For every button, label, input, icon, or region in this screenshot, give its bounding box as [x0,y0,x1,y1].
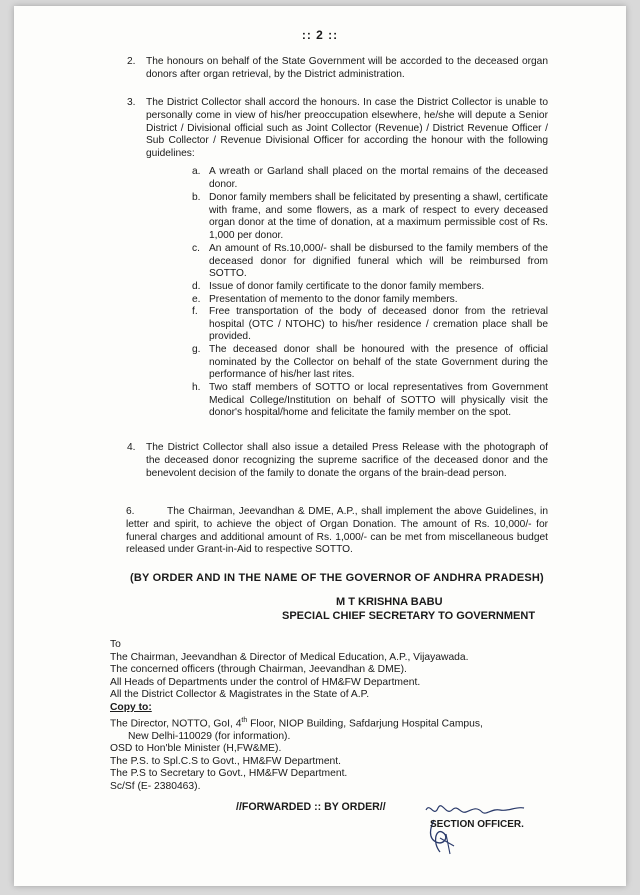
guideline-item [192,281,548,294]
guideline-text: The deceased donor shall be honoured with the presence of official nominated by the Collector on behalf of the state Government during the performance of his/her last rites. [209,344,548,381]
guideline-item [192,192,548,242]
paragraph-2 [127,56,548,82]
guideline-text: Two staff members of SOTTO or local representatives from Government Medical College/Institution on behalf of SOTTO will physically visit the donor's hospital/home and felicitate the family member on the spot. [209,382,548,419]
guideline-text: Issue of donor family certificate to the donor family members. [209,281,485,292]
guideline-text: Donor family members shall be felicitated by presenting a shawl, certificate with frame, and some flowers, as a mark of respect to every deceased organ donor at the time of donation, at a maximum permissible cost of Rs. 1,000 per donor. [209,192,548,241]
paragraph-4 [127,442,548,480]
document-page [14,6,626,886]
copy-line: New Delhi-110029 (for information). [128,730,291,742]
guideline-letter: g. [192,344,201,355]
guideline-text: A wreath or Garland shall placed on the mortal remains of the deceased donor. [209,166,548,190]
guideline-letter: f. [192,306,198,317]
paragraph-6 [126,506,548,557]
guideline-letter: d. [192,281,201,292]
guideline-item [192,306,548,344]
guideline-text: Presentation of memento to the donor family members. [209,294,458,305]
guideline-letter: h. [192,382,201,393]
paragraph-text: The honours on behalf of the State Government will be accorded to the deceased organ donors after organ retrieval, by the District administration. [146,56,548,80]
forwarded-line: //FORWARDED :: BY ORDER// [236,801,386,813]
to-line: The concerned officers (through Chairman, Jeevandhan & DME). [110,664,407,676]
distribution-copy-to [110,702,483,794]
paragraph-number: 3. [127,97,136,108]
guideline-letter: a. [192,166,201,177]
guideline-text: Free transportation of the body of deceased donor from the retrieval hospital (OTC / NTOHC) to his/her residence / cremation place shall be provided. [209,306,548,343]
to-line: All Heads of Departments under the control of HM&FW Department. [110,676,421,688]
paragraph-text: The District Collector shall accord the honours. In case the District Collector is unable to personally come in view of his/her preoccupation elsewhere, he/she will depute a Senior District / Divisional official such as Joint Collector (Revenue) / District Revenue Officer / Sub Collector / Revenue Divisional Officer for according the honour with the following guidelines: [146,97,548,160]
to-heading: To [110,639,121,650]
paragraph-text: The Chairman, Jeevandhan & DME, A.P., shall implement the above Guidelines, in letter and spirit, to achieve the object of Organ Donation. The amount of Rs. 10,000/- for funeral charges and additional amount of Rs. 1,000/- can be met from miscellaneous budget released under Grant-in-Aid to respective SOTTO. [126,506,548,556]
guideline-letter: c. [192,243,200,254]
superscript: th [241,716,248,724]
paragraph-number: 2. [127,56,136,67]
paragraph-text: The District Collector shall also issue a detailed Press Release with the photograph of the deceased donor recognizing the supreme sacrifice of the deceased donor and the benevolent decision of the family to donate the organs of the brain-dead person. [146,442,548,479]
guideline-item [192,166,548,191]
copy-line: The P.S. to Spl.C.S to Govt., HM&FW Department. [110,755,341,767]
guideline-item [192,382,548,420]
guideline-letter: e. [192,294,201,305]
paragraph-3 [127,97,548,161]
guideline-item [192,344,548,382]
copy-to-heading: Copy to: [110,702,152,713]
copy-line: Sc/Sf (E- 2380463). [110,780,201,792]
copy-line-text: Floor, NIOP Building, Safdarjung Hospital Campus, [247,718,483,730]
order-line: (BY ORDER AND IN THE NAME OF THE GOVERNOR OF ANDHRA PRADESH) [130,572,544,584]
copy-line: The P.S to Secretary to Govt., HM&FW Department. [110,768,348,780]
copy-line: OSD to Hon'ble Minister (H,FW&ME). [110,743,282,755]
signer-title: SPECIAL CHIEF SECRETARY TO GOVERNMENT [282,610,536,622]
guideline-item [192,294,548,307]
copy-line [110,715,483,731]
paragraph-number: 4. [127,442,136,453]
guideline-text: An amount of Rs.10,000/- shall be disbursed to the family members of the deceased donor for dignified funeral which will be reimbursed from SOTTO. [209,243,548,280]
page-number: :: 2 :: [301,28,339,42]
section-officer: SECTION OFFICER. [430,819,524,830]
paragraph-number: 6. [126,506,135,517]
guideline-item [192,243,548,281]
signer-name: M T KRISHNA BABU [336,596,443,608]
to-line: The Chairman, Jeevandhan & Director of Medical Education, A.P., Vijayawada. [110,651,469,663]
distribution-to [110,639,469,702]
guideline-letter: b. [192,192,201,203]
copy-line-text: The Director, NOTTO, GoI, 4 [110,718,242,730]
to-line: All the District Collector & Magistrates in the State of A.P. [110,689,370,701]
